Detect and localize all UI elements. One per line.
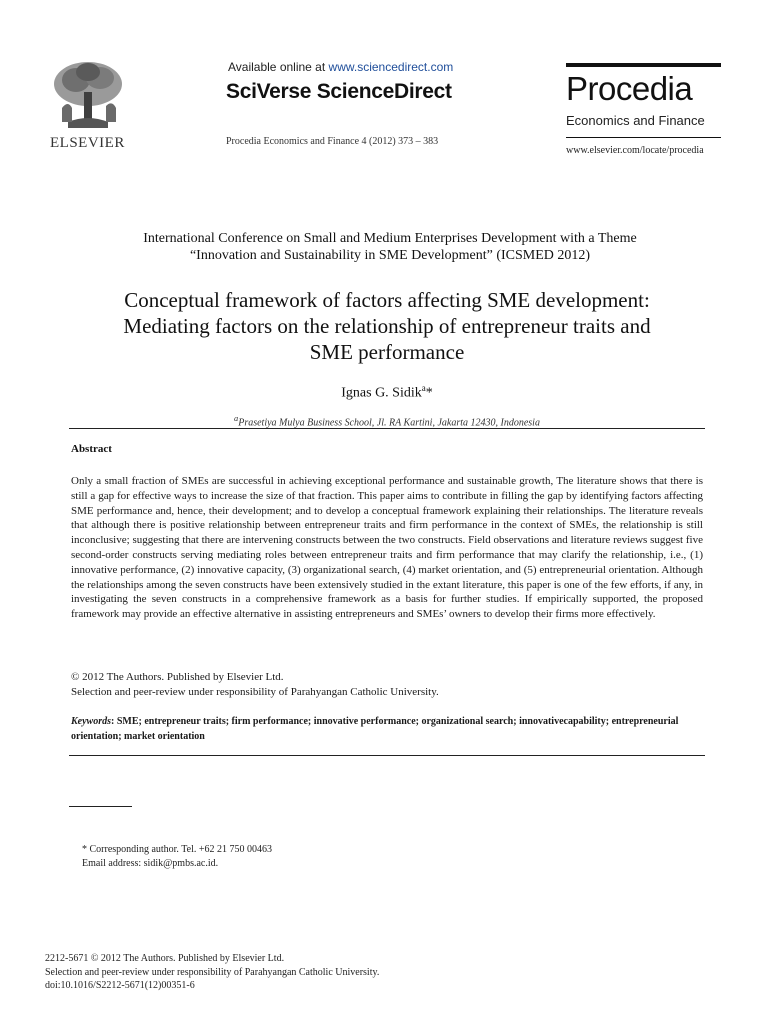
abstract-top-rule [69, 428, 705, 429]
issn-line: 2212-5671 © 2012 The Authors. Published by Elsevier Ltd. [45, 953, 285, 964]
affiliation [60, 414, 714, 428]
paper-title [60, 287, 714, 365]
keywords-label: Keywords [71, 716, 111, 727]
sciencedirect-link[interactable]: www.sciencedirect.com [328, 60, 454, 74]
abstract-bottom-rule [69, 755, 705, 756]
email-address: Email address: sidik@pmbs.ac.id. [82, 858, 219, 869]
copyright-line-2: Selection and peer-review under responsibility of Parahyangan Catholic University. [71, 686, 439, 698]
procedia-divider [566, 137, 721, 138]
elsevier-tree-icon [48, 58, 128, 130]
platform-name: SciVerse ScienceDirect [226, 80, 452, 103]
title-line-3: SME performance [309, 340, 465, 364]
publisher-logo-label: ELSEVIER [50, 135, 125, 151]
author-affiliation-mark: a [421, 383, 426, 393]
available-online [228, 60, 453, 74]
footnote [82, 843, 272, 871]
journal-reference: Procedia Economics and Finance 4 (2012) 373 – 383 [226, 136, 439, 147]
author-name: Ignas G. Sidik [341, 385, 422, 401]
affiliation-mark: a [234, 414, 239, 423]
author-star: * [425, 385, 433, 401]
affiliation-text: Prasetiya Mulya Business School, Jl. RA Kartini, Jakarta 12430, Indonesia [238, 417, 540, 429]
abstract-copyright [71, 670, 703, 700]
journal-title: Procedia [566, 70, 693, 107]
conference-line-2: “Innovation and Sustainability in SME Development” (ICSMED 2012) [189, 248, 591, 263]
journal-subtitle: Economics and Finance [566, 113, 705, 128]
keywords-separator: : [111, 716, 117, 727]
corresponding-author: * Corresponding author. Tel. +62 21 750 00463 [82, 844, 273, 855]
keywords [71, 714, 703, 744]
elsevier-logo [40, 58, 140, 152]
footnote-rule [69, 806, 132, 807]
keywords-text: SME; entrepreneur traits; firm performance; innovative performance; organizational search; innovativecapability; entrepreneurial orientation; market orientation [71, 716, 679, 742]
journal-url[interactable]: www.elsevier.com/locate/procedia [566, 145, 704, 156]
peer-review-line: Selection and peer-review under responsibility of Parahyangan Catholic University. [45, 966, 380, 978]
abstract-heading: Abstract [71, 443, 112, 455]
copyright-line-1: © 2012 The Authors. Published by Elsevier Ltd. [71, 671, 284, 683]
procedia-top-bar [566, 63, 721, 67]
title-line-1: Conceptual framework of factors affecting SME development: [124, 288, 650, 312]
title-line-2: Mediating factors on the relationship of entrepreneur traits and [123, 314, 651, 338]
available-prefix: Available online at [228, 60, 329, 74]
publication-info [45, 952, 379, 993]
abstract-body: Only a small fraction of SMEs are successful in achieving exceptional performance and sustainable growth, The literature shows that there is still a gap for effective ways to increase the size of that fraction. This paper aims to contribute in filling the gap by identifying factors affecting SME performance and, hence, their development; and to develop a conceptual framework explaining their relationships. The literature reveals that although there is positive relationship between entrepreneur traits and firm performance in the context of SMEs, the relationship is still inconclusive; suggesting that there are intervening constructs between the two constructs. Field observations and literature reviews suggest five second-order constructs serving mediating roles between entrepreneur traits and firm performance that may clarify the relationship, i.e., (1) innovative performance, (2) innovative capacity, (3) organizational search, (4) market orientation, and (5) entrepreneurial orientation. Although the relationships among the seven constructs have been extensively studied in the extant literature, this paper is one of the few efforts, if any, in investigating the seven constructs in a comprehensive framework as a basis for further studies. If empirically supported, the proposed framework may provide an effective alternative in assisting entrepreneurs and SMEs’ owners to develop their firms more effectively. [71, 475, 703, 621]
conference-line-1: International Conference on Small and Medium Enterprises Development with a Theme [143, 231, 637, 246]
doi-line: doi:10.1016/S2212-5671(12)00351-6 [45, 980, 195, 991]
conference-info [60, 230, 720, 264]
author-line [60, 383, 714, 402]
